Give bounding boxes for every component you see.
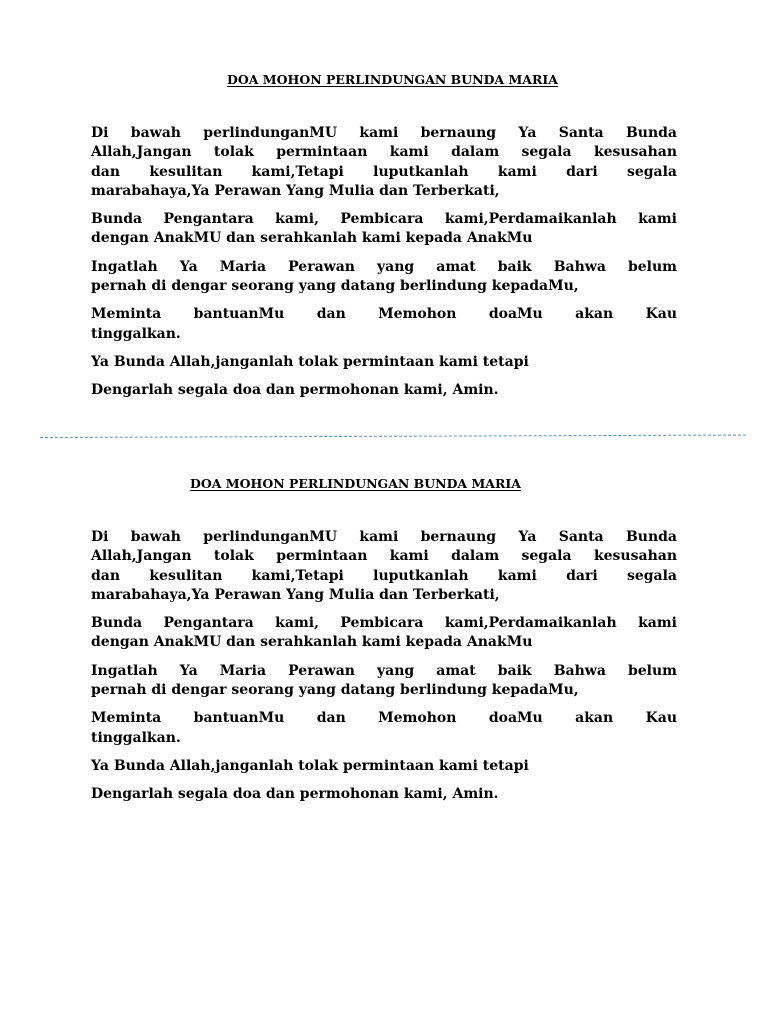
prayer-line: pernah di dengar seorang yang datang berlindung kepadaMu, (91, 682, 579, 699)
prayer-line: Di bawah perlindunganMU kami bernaung Ya Santa Bunda (91, 529, 677, 545)
prayer-line: dengan AnakMU dan serahkanlah kami kepada AnakMu (91, 634, 533, 651)
prayer-line: Ya Bunda Allah,janganlah tolak permintaan kami tetapi (91, 757, 529, 774)
prayer-line: pernah di dengar seorang yang datang berlindung kepadaMu, (91, 278, 579, 295)
prayer-line: Allah,Jangan tolak permintaan kami dalam segala kesusahan (91, 548, 677, 565)
prayer-line: tinggalkan. (91, 325, 181, 342)
prayer-line: dan kesulitan kami,Tetapi luputkanlah kami dari segala (91, 163, 677, 180)
prayer-line: Dengarlah segala doa dan permohonan kami, Amin. (91, 786, 499, 803)
prayer-line: Allah,Jangan tolak permintaan kami dalam segala kesusahan (91, 144, 677, 161)
prayer-paragraph-5 (91, 353, 677, 372)
prayer-line: dan kesulitan kami,Tetapi luputkanlah kami dari segala (91, 567, 677, 584)
prayer-line: Bunda Pengantara kami, Pembicara kami,Perdamaikanlah kami (91, 211, 677, 228)
prayer-paragraph-4 (91, 305, 677, 344)
prayer-line: Dengarlah segala doa dan permohonan kami, Amin. (91, 382, 499, 399)
prayer-section-bottom (91, 474, 677, 814)
prayer-line: Meminta bantuanMu dan Memohon doaMu akan Kau (91, 710, 677, 727)
prayer-paragraph-5 (91, 757, 677, 776)
prayer-paragraph-1 (91, 528, 677, 605)
prayer-paragraph-1 (91, 124, 677, 201)
prayer-line: Ingatlah Ya Maria Perawan yang amat baik Bahwa belum (91, 258, 677, 275)
prayer-line: Di bawah perlindunganMU kami bernaung Ya Santa Bunda (91, 125, 677, 141)
prayer-paragraph-3 (91, 258, 677, 297)
prayer-paragraph-2 (91, 210, 677, 249)
prayer-line: tinggalkan. (91, 729, 181, 746)
prayer-line: Meminta bantuanMu dan Memohon doaMu akan Kau (91, 306, 677, 323)
prayer-paragraph-3 (91, 662, 677, 701)
prayer-line: Ya Bunda Allah,janganlah tolak permintaan kami tetapi (91, 353, 529, 370)
prayer-paragraph-6 (91, 381, 677, 400)
prayer-paragraph-2 (91, 614, 677, 653)
prayer-line: Ingatlah Ya Maria Perawan yang amat baik Bahwa belum (91, 662, 677, 679)
prayer-line: dengan AnakMU dan serahkanlah kami kepada AnakMu (91, 230, 533, 247)
prayer-title: DOA MOHON PERLINDUNGAN BUNDA MARIA (227, 72, 558, 87)
prayer-line: marabahaya,Ya Perawan Yang Mulia dan Terberkati, (91, 182, 500, 199)
prayer-title: DOA MOHON PERLINDUNGAN BUNDA MARIA (190, 476, 521, 491)
prayer-paragraph-6 (91, 785, 677, 804)
prayer-line: Bunda Pengantara kami, Pembicara kami,Perdamaikanlah kami (91, 615, 677, 632)
prayer-section-top (91, 70, 677, 410)
prayer-line: marabahaya,Ya Perawan Yang Mulia dan Terberkati, (91, 586, 500, 603)
prayer-paragraph-4 (91, 709, 677, 748)
dashed-separator (40, 435, 746, 438)
